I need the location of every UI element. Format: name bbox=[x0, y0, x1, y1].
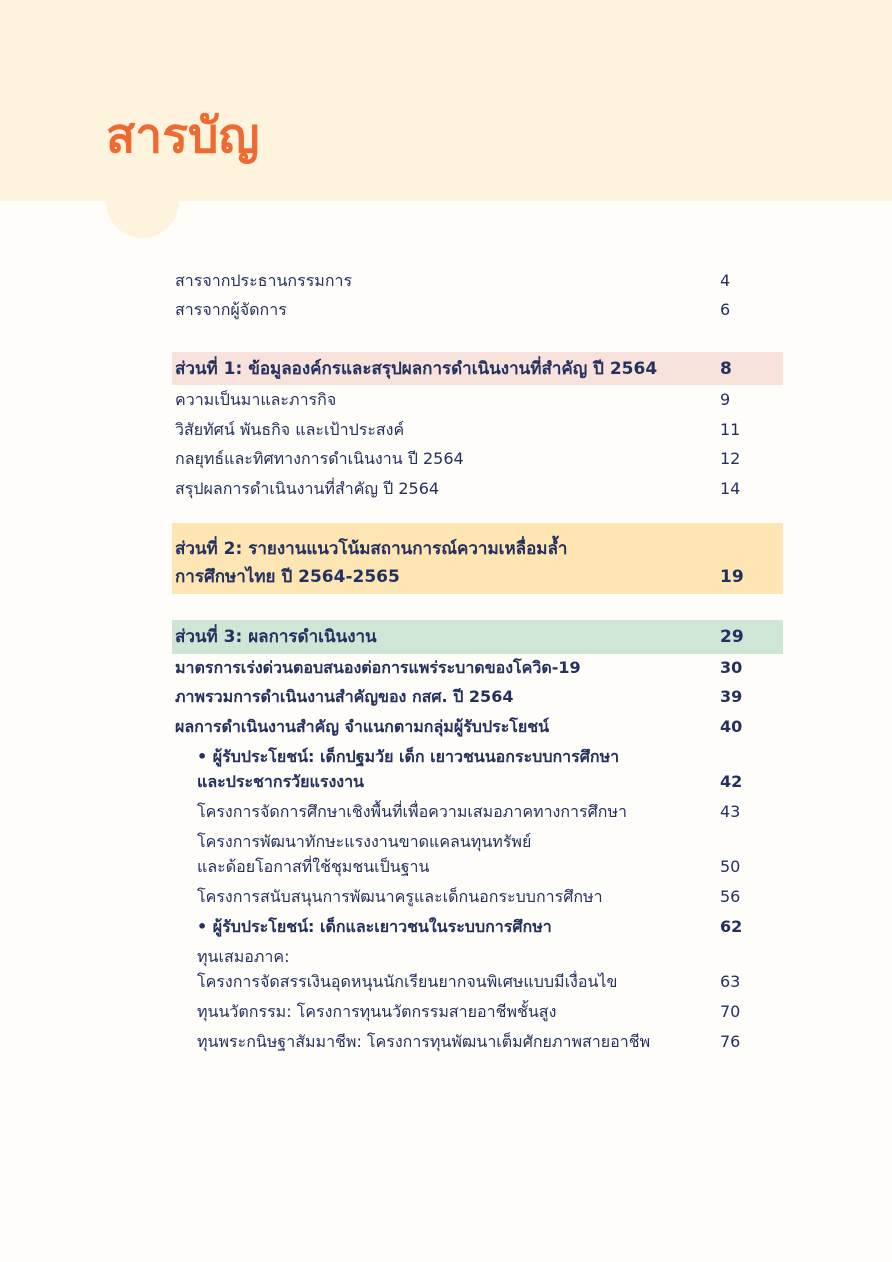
toc-entry-title: กลยุทธ์และทิศทางการดำเนินงาน ปี 2564 bbox=[175, 449, 464, 468]
toc-entry-page: 11 bbox=[720, 420, 741, 439]
section-title: ส่วนที่ 3: ผลการดำเนินงาน bbox=[175, 627, 377, 647]
toc-entry-title: มาตรการเร่งด่วนตอบสนองต่อการแพร่ระบาดของโควิด-19 bbox=[175, 658, 581, 677]
section-page: 8 bbox=[720, 359, 732, 379]
toc-entry-title: ทุนพระกนิษฐาสัมมาชีพ: โครงการทุนพัฒนาเต็มศักยภาพสายอาชีพ bbox=[197, 1032, 651, 1051]
toc-entry-page: 6 bbox=[720, 300, 731, 319]
toc-entry-page: 14 bbox=[720, 479, 741, 498]
toc-entry-title: ภาพรวมการดำเนินงานสำคัญของ กสศ. ปี 2564 bbox=[175, 687, 514, 706]
toc-entry-title: โครงการพัฒนาทักษะแรงงานขาดแคลนทุนทรัพย์ bbox=[197, 832, 532, 851]
toc-entry-page: 63 bbox=[720, 972, 741, 991]
toc-entry-title: และด้อยโอกาสที่ใช้ชุมชนเป็นฐาน bbox=[197, 857, 430, 876]
toc-group-title: • ผู้รับประโยชน์: เด็กปฐมวัย เด็ก เยาวชนนอกระบบการศึกษา bbox=[197, 747, 620, 766]
toc-entry-page: 43 bbox=[720, 802, 741, 821]
toc-entry-page: 39 bbox=[720, 687, 743, 706]
toc-entry-title: โครงการจัดสรรเงินอุดหนุนนักเรียนยากจนพิเศษแบบมีเงื่อนไข bbox=[197, 972, 618, 991]
toc-entry-title: ผลการดำเนินงานสำคัญ จำแนกตามกลุ่มผู้รับประโยชน์ bbox=[175, 717, 550, 736]
section-title: การศึกษาไทย ปี 2564-2565 bbox=[175, 567, 400, 587]
toc-entry-page: 76 bbox=[720, 1032, 741, 1051]
toc-entry-page: 4 bbox=[720, 271, 731, 290]
toc-entry-page: 30 bbox=[720, 658, 743, 677]
section-page: 19 bbox=[720, 567, 744, 587]
toc-entry-page: 12 bbox=[720, 449, 741, 468]
toc-entry-page: 40 bbox=[720, 717, 743, 736]
toc-entry-title: สรุปผลการดำเนินงานที่สำคัญ ปี 2564 bbox=[175, 479, 440, 498]
toc-entry-page: 50 bbox=[720, 857, 741, 876]
toc-entry-title: ความเป็นมาและภารกิจ bbox=[175, 390, 337, 409]
toc-entry-title: โครงการจัดการศึกษาเชิงพื้นที่เพื่อความเสมอภาคทางการศึกษา bbox=[197, 802, 627, 821]
toc-entry-title: สารจากผู้จัดการ bbox=[175, 300, 287, 319]
toc-entry-page: 9 bbox=[720, 390, 731, 409]
toc-entry-page: 70 bbox=[720, 1002, 741, 1021]
page-title: สารบัญ bbox=[106, 108, 260, 164]
toc-entry-title: วิสัยทัศน์ พันธกิจ และเป้าประสงค์ bbox=[175, 420, 405, 439]
toc-group-page: 42 bbox=[720, 772, 743, 791]
section-title: ส่วนที่ 2: รายงานแนวโน้มสถานการณ์ความเหลื่อมล้ำ bbox=[175, 539, 568, 559]
toc-group-title: และประชากรวัยแรงงาน bbox=[197, 772, 364, 791]
toc-entry-title: ทุนเสมอภาค: bbox=[197, 947, 290, 966]
toc-entry-page: 56 bbox=[720, 887, 741, 906]
toc-entry-title: ทุนนวัตกรรม: โครงการทุนนวัตกรรมสายอาชีพชั้นสูง bbox=[197, 1002, 557, 1021]
toc-group-title: • ผู้รับประโยชน์: เด็กและเยาวชนในระบบการศึกษา bbox=[197, 917, 552, 936]
toc-group-page: 62 bbox=[720, 917, 743, 936]
toc-entry-title: โครงการสนับสนุนการพัฒนาครูและเด็กนอกระบบการศึกษา bbox=[197, 887, 603, 906]
section-page: 29 bbox=[720, 627, 744, 647]
section-title: ส่วนที่ 1: ข้อมูลองค์กรและสรุปผลการดำเนินงานที่สำคัญ ปี 2564 bbox=[175, 359, 658, 379]
toc-entry-title: สารจากประธานกรรมการ bbox=[175, 271, 353, 290]
